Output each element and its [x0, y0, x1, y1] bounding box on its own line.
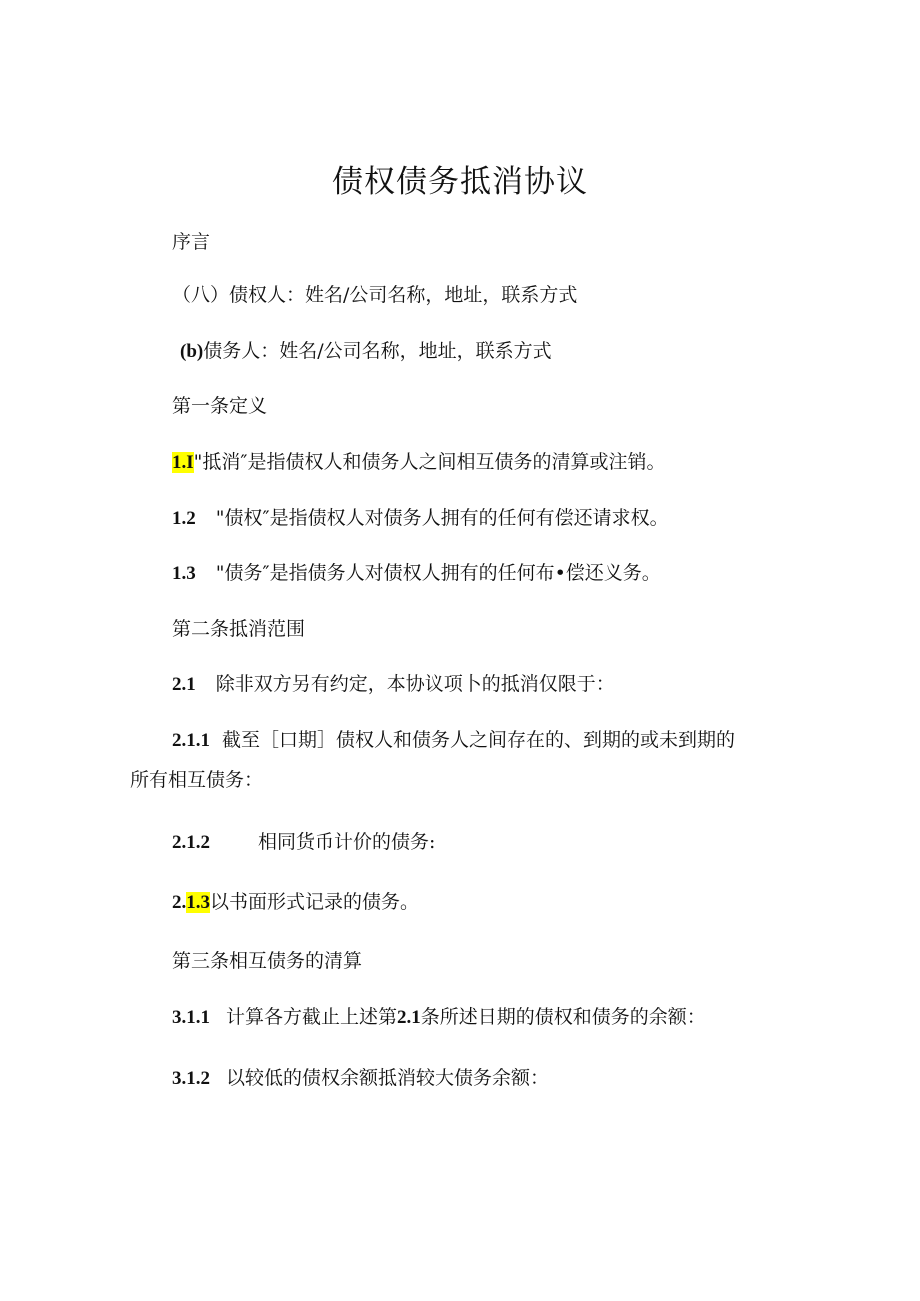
clause-1-2-text: "债权″是指债权人对债务人拥有的任何有偿还请求权。 — [215, 507, 669, 529]
clause-2-1-2-text: 相同货币计价的债务: — [258, 831, 436, 853]
article3-heading: 第三条相互债务的清算 — [172, 950, 363, 972]
article2-heading: 第二条抵消范围 — [172, 618, 306, 640]
party-b-text: 债务人：姓名/公司名称，地址，联系方式 — [203, 340, 552, 362]
clause-2-1-3-number-b: 1.3 — [186, 892, 210, 913]
clause-2-1-1-number: 2.1.1 — [172, 730, 210, 751]
document-title: 债权债务抵消协议 — [332, 164, 588, 200]
party-b-line — [180, 338, 552, 365]
clause-3-1-1-ref: 2.1 — [397, 1007, 421, 1028]
article1-heading: 第一条定义 — [172, 395, 268, 417]
clause-2-1-3-number-a: 2. — [172, 892, 187, 913]
clause-2-1-1 — [172, 727, 735, 754]
clause-3-1-2-number: 3.1.2 — [172, 1068, 210, 1089]
preface-heading: 序言 — [172, 231, 211, 253]
party-a-line — [172, 282, 577, 308]
clause-1-1-number: 1.I — [172, 452, 194, 473]
clause-2-1-number: 2.1 — [172, 674, 196, 695]
clause-2-1-3 — [172, 889, 419, 916]
clause-2-1-2 — [172, 829, 435, 856]
clause-2-1-text: 除非双方另有约定，本协议项卜的抵消仅限于： — [215, 673, 615, 695]
clause-1-1 — [172, 449, 666, 476]
clause-1-1-text: "抵消″是指债权人和债务人之间相互债务的清算或注销。 — [193, 451, 666, 473]
party-b-label: (b) — [180, 341, 204, 362]
clause-1-3-number: 1.3 — [172, 563, 196, 584]
clause-2-1-1-text: 截至［口期］债权人和债务人之间存在的、到期的或未到期的 — [222, 729, 736, 751]
clause-2-1 — [172, 671, 615, 698]
clause-3-1-1-number: 3.1.1 — [172, 1007, 210, 1028]
party-a-text: 债权人：姓名/公司名称，地址，联系方式 — [229, 284, 578, 306]
clause-1-2-number: 1.2 — [172, 508, 196, 529]
clause-3-1-2 — [172, 1065, 549, 1092]
clause-1-3-text: "债务″是指债务人对债权人拥有的任何布•偿还义务。 — [215, 562, 661, 584]
clause-2-1-2-number: 2.1.2 — [172, 832, 210, 853]
clause-1-2 — [172, 505, 669, 532]
clause-3-1-1 — [172, 1004, 706, 1031]
clause-2-1-1-continuation: 所有相互债务： — [130, 769, 264, 791]
clause-1-3 — [172, 560, 661, 587]
clause-3-1-1-text-a: 计算各方截止上述第 — [226, 1006, 398, 1028]
party-a-label: （八） — [172, 284, 230, 306]
clause-2-1-3-text: 以书面形式记录的债务。 — [210, 891, 420, 913]
clause-3-1-2-text: 以较低的债权余额抵消较大债务余额： — [226, 1067, 550, 1089]
clause-3-1-1-text-b: 条所述日期的债权和债务的余额： — [420, 1006, 706, 1028]
